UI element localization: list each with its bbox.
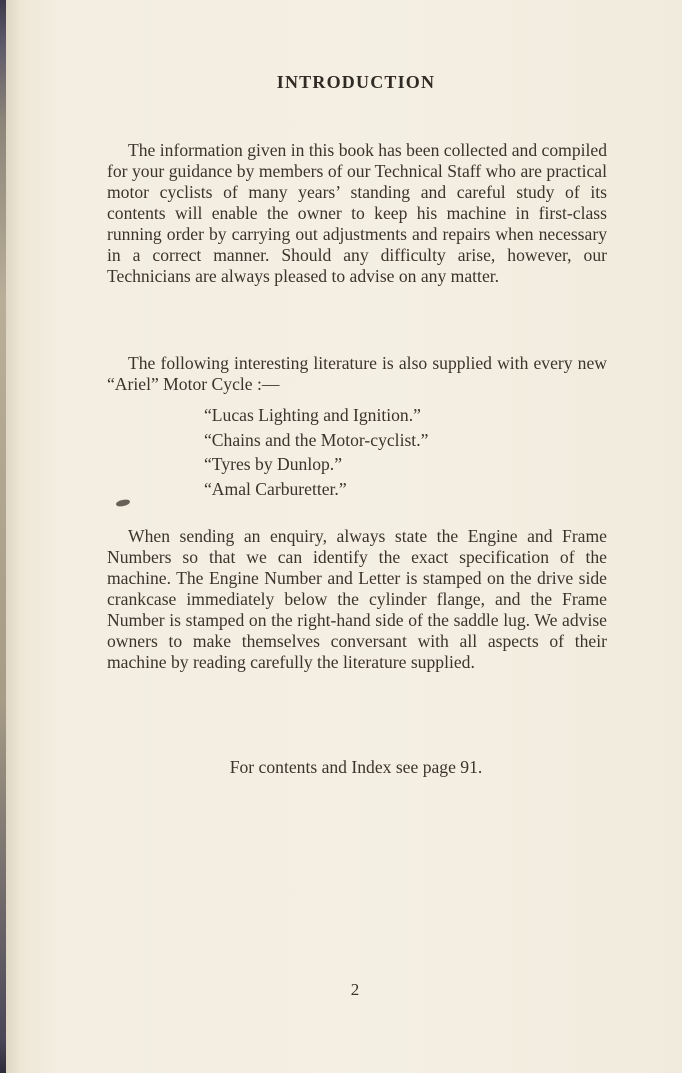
page-number: 2: [350, 980, 360, 999]
enquiry-paragraph: When sending an enquiry, always state the Engine and Frame Numbers so that we can identify the exact specification of the machine. The Engine Number and Letter is stamped on the drive side crankcase immediately below the cylinder flange, and the Frame Number is stamped on the right-hand side of the saddle lug. We advise owners to make themselves conversant with all aspects of their machine by reading carefully the literature supplied.: [107, 526, 607, 672]
binding-edge: [0, 0, 6, 1073]
list-item: “Chains and the Motor-cyclist.”: [204, 429, 429, 450]
contents-note: For contents and Index see page 91.: [229, 757, 483, 777]
list-item: “Tyres by Dunlop.”: [204, 454, 343, 474]
ink-blot: [116, 499, 131, 507]
page-title: INTRODUCTION: [276, 72, 436, 92]
literature-paragraph: The following interesting literature is also supplied with every new “Ariel” Motor Cycle :—: [107, 353, 607, 394]
list-item: “Lucas Lighting and Ignition.”: [204, 405, 421, 425]
intro-paragraph: The information given in this book has been collected and compiled for your guidance by members of our Technical Staff who are practical motor cyclists of many years’ standing and careful study of its contents will enable the owner to keep his machine in first-class running order by carrying out adjustments and repairs when necessary in a correct manner. Should any difficulty arise, however, our Technicians are always pleased to advise on any matter.: [107, 140, 607, 286]
list-item: “Amal Carburetter.”: [204, 478, 347, 499]
literature-list: [204, 403, 428, 501]
